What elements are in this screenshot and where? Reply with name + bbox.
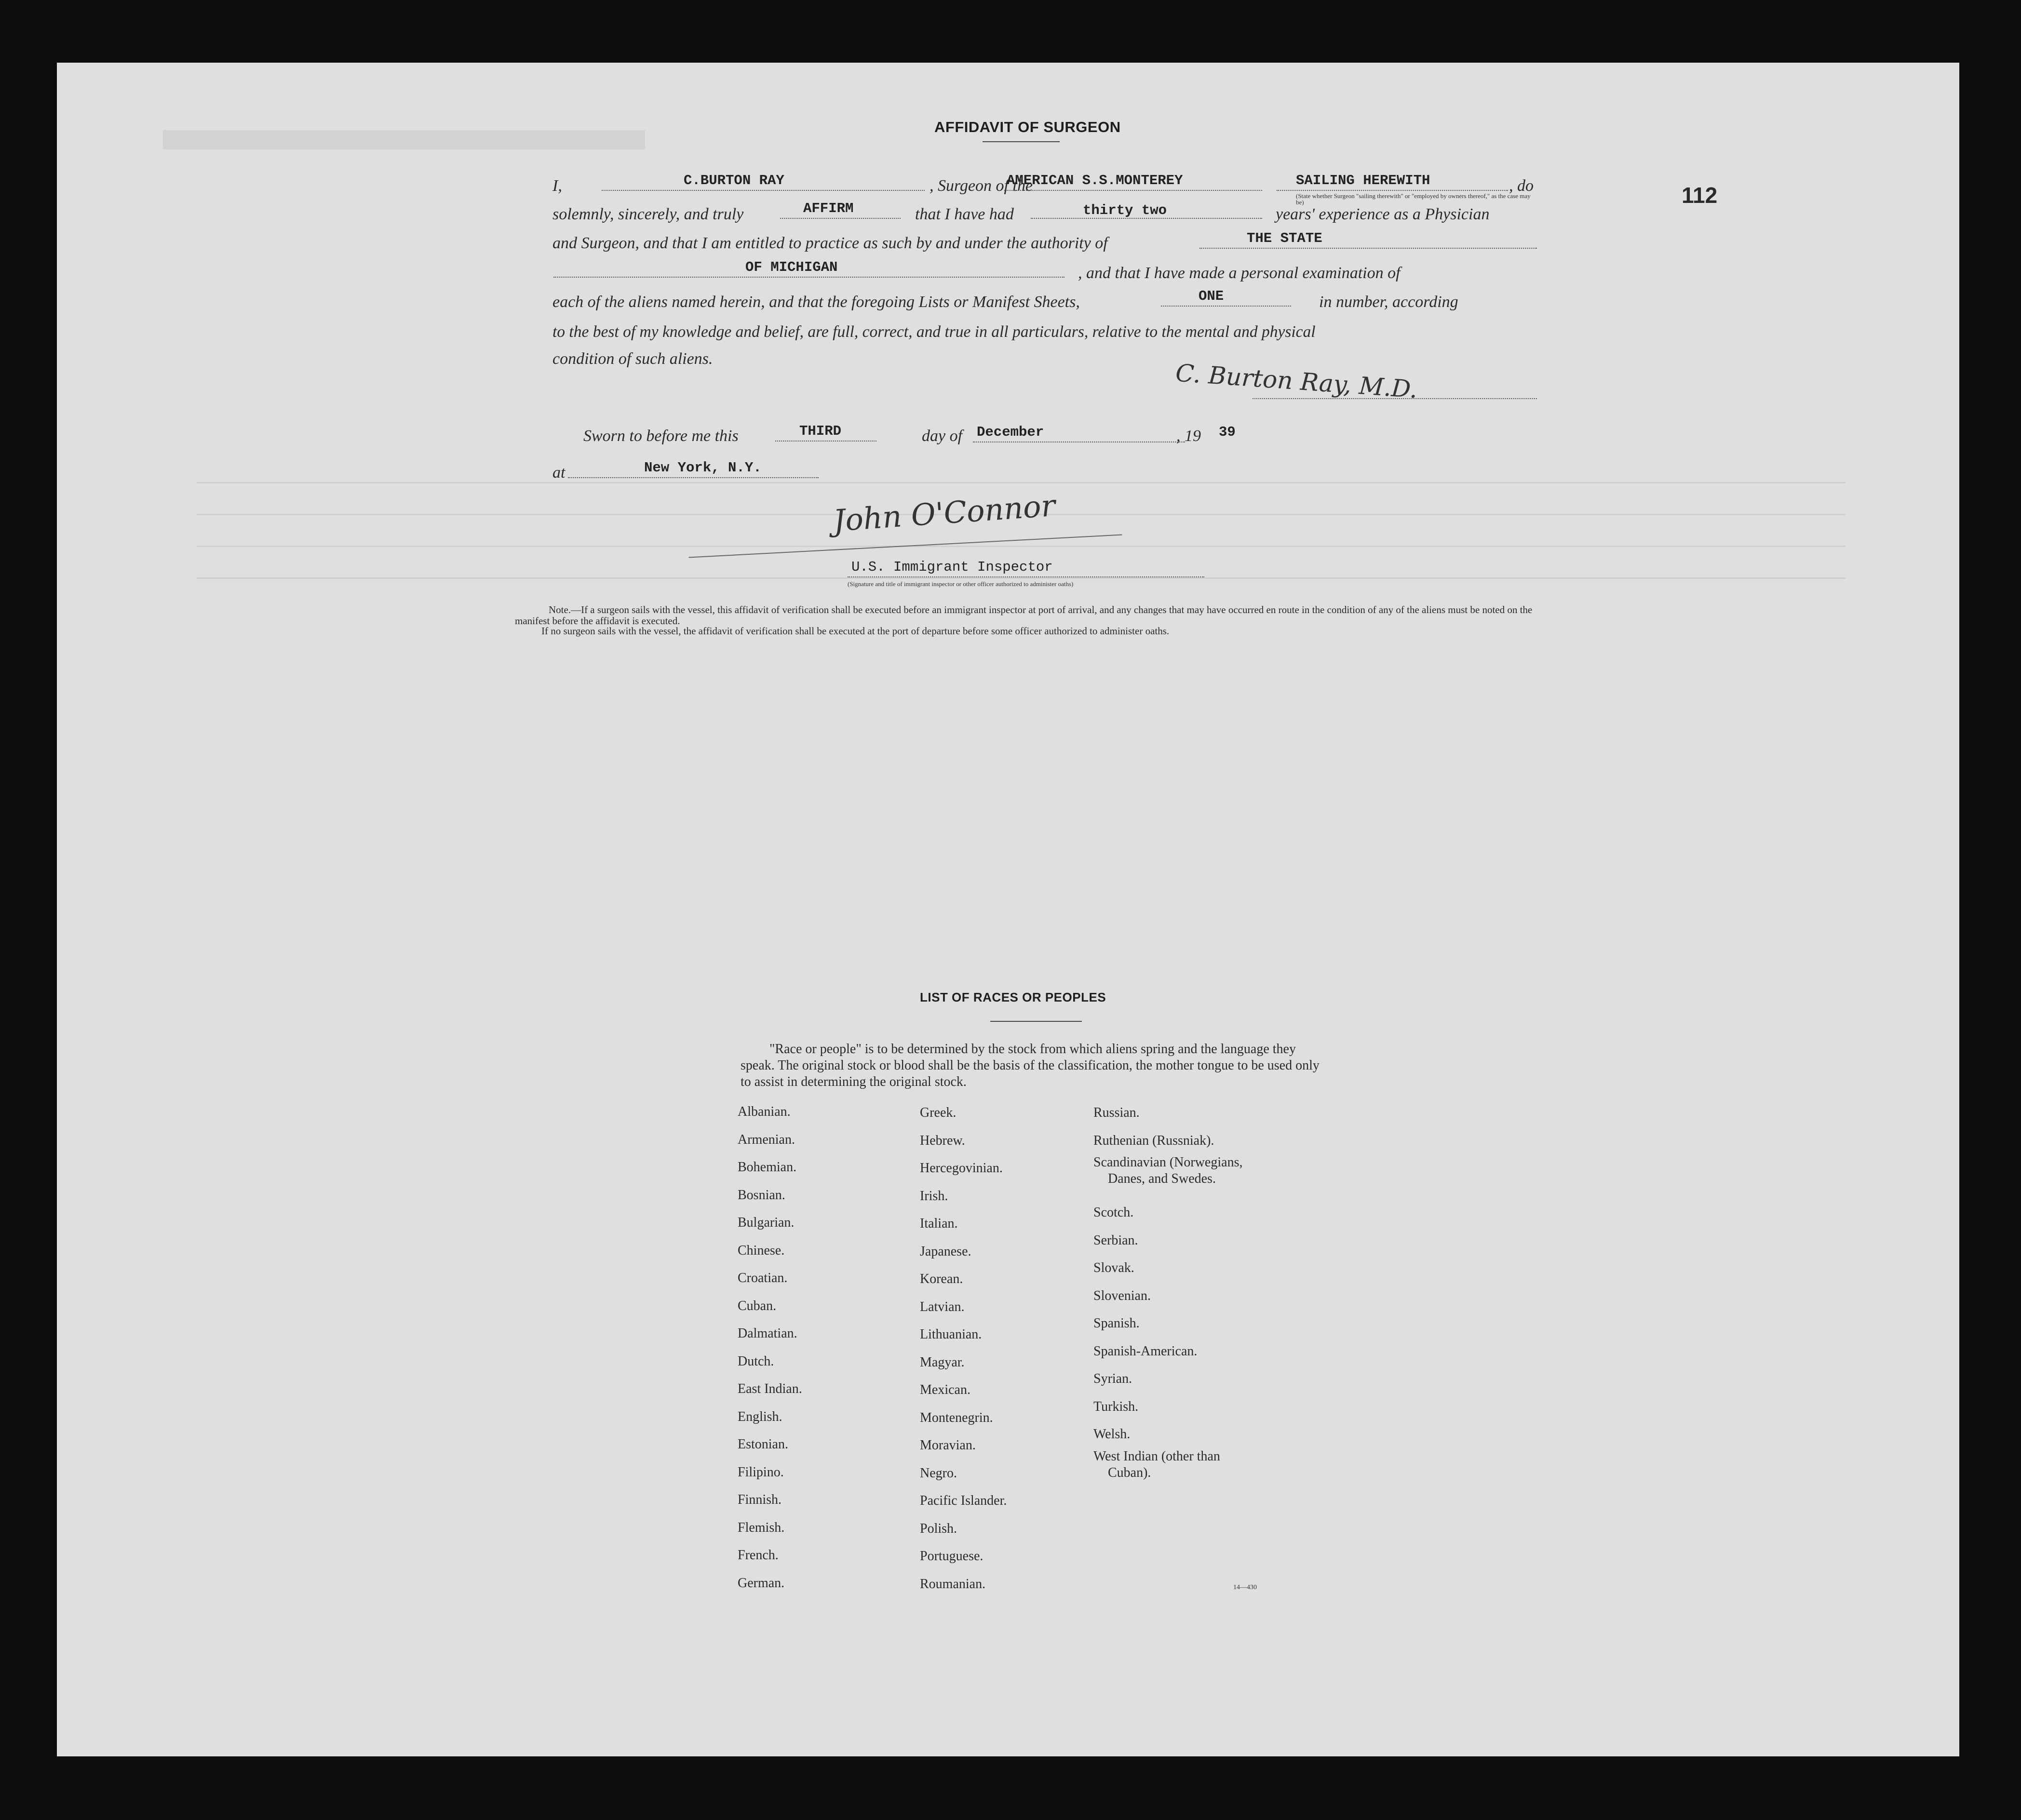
- races-title-rule: [990, 1021, 1082, 1022]
- inspector-caption: (Signature and title of immigrant inspector or other officer authorized to administer oaths): [848, 580, 1074, 588]
- race-item: Bosnian.: [738, 1187, 785, 1203]
- race-item: Latvian.: [920, 1299, 965, 1314]
- affidavit-note-1: Note.—If a surgeon sails with the vessel, this affidavit of verification shall be executed before an immigrant inspector at port of arrival, and any changes that may have occurred en route in the condition of any of the aliens must be noted on the manifest before the affidavit is executed.: [515, 604, 1533, 627]
- authority-line-2: OF MICHIGAN: [745, 259, 838, 275]
- race-item: Flemish.: [738, 1520, 785, 1535]
- document-page: [57, 63, 1959, 1756]
- race-item: German.: [738, 1575, 785, 1591]
- surgeon-status: SAILING HEREWITH: [1296, 173, 1430, 188]
- sworn-month: December: [977, 424, 1044, 440]
- race-item: Ruthenian (Russniak).: [1093, 1133, 1214, 1148]
- races-column-3: [1093, 1099, 1242, 1481]
- races-column-2: [920, 1099, 1007, 1598]
- race-item: Japanese.: [920, 1244, 971, 1259]
- race-item: Hercegovinian.: [920, 1161, 1003, 1176]
- word-i: I,: [552, 177, 562, 195]
- authority-line-1-rule: [1199, 248, 1537, 249]
- race-item: Estonian.: [738, 1437, 788, 1452]
- race-item: Russian.: [1093, 1105, 1140, 1120]
- form-code: 14—430: [1233, 1584, 1257, 1591]
- race-item: West Indian (other than: [1093, 1448, 1220, 1464]
- races-intro: "Race or people" is to be determined by the stock from which aliens spring and the language they speak. The original stock or blood shall be the basis of the classification, the mother tongue to be used only to assist in determining the original stock.: [741, 1042, 1320, 1089]
- manifest-sheet-count: ONE: [1199, 288, 1224, 304]
- inspector-signature: John O'Connor: [832, 488, 1057, 538]
- page-number: 112: [1682, 183, 1718, 208]
- word-year-prefix: , 19: [1176, 427, 1201, 445]
- status-line: [1277, 190, 1508, 191]
- race-item: Pacific Islander.: [920, 1493, 1007, 1508]
- race-item: Spanish.: [1093, 1316, 1140, 1331]
- race-item: Albanian.: [738, 1104, 791, 1119]
- race-item: Moravian.: [920, 1438, 976, 1453]
- years-experience: thirty two: [1083, 202, 1167, 218]
- race-item: Slovak.: [1093, 1260, 1134, 1275]
- sworn-place-line: [568, 477, 819, 478]
- race-item: Polish.: [920, 1521, 957, 1536]
- race-item: Negro.: [920, 1465, 957, 1481]
- inspector-title: U.S. Immigrant Inspector: [851, 559, 1053, 575]
- races-title: LIST OF RACES OR PEOPLES: [920, 990, 1106, 1004]
- surgeon-signature-line: [1253, 398, 1537, 399]
- race-item: Hebrew.: [920, 1133, 965, 1148]
- race-item: Bulgarian.: [738, 1215, 795, 1230]
- word-personal-exam: , and that I have made a personal examination of: [1078, 264, 1401, 282]
- race-item: Serbian.: [1093, 1232, 1138, 1248]
- word-and-surgeon: and Surgeon, and that I am entitled to practice as such by and under the authority of: [552, 234, 1108, 252]
- word-condition: condition of such aliens.: [552, 350, 713, 368]
- word-in-number: in number, according: [1319, 293, 1458, 311]
- race-item: Scandinavian (Norwegians,: [1093, 1155, 1243, 1170]
- race-item: Scotch.: [1093, 1205, 1134, 1220]
- race-item: Croatian.: [738, 1271, 788, 1285]
- word-sworn: Sworn to before me this: [583, 427, 739, 445]
- surgeon-name: C.BURTON RAY: [684, 173, 784, 188]
- status-note: (State whether Surgeon "sailing therewith" or "employed by owners thereof," as the case may be): [1296, 192, 1531, 206]
- race-item: Irish.: [920, 1188, 948, 1204]
- title-rule: [983, 141, 1060, 142]
- race-item: Cuban.: [738, 1298, 777, 1313]
- affidavit-title: AFFIDAVIT OF SURGEON: [934, 119, 1121, 135]
- race-item: Slovenian.: [1093, 1288, 1151, 1303]
- race-item: Magyar.: [920, 1354, 965, 1370]
- race-item: Dutch.: [738, 1353, 774, 1369]
- race-item: Dalmatian.: [738, 1326, 797, 1341]
- race-item: Chinese.: [738, 1243, 785, 1258]
- word-years-experience: years' experience as a Physician: [1276, 205, 1490, 223]
- oath-type: AFFIRM: [803, 201, 854, 216]
- race-item: Roumanian.: [920, 1576, 986, 1592]
- race-item: East Indian.: [738, 1381, 802, 1396]
- surgeon-name-line: [602, 190, 925, 191]
- race-item: Greek.: [920, 1105, 957, 1120]
- race-item: Lithuanian.: [920, 1327, 982, 1342]
- word-that-i-have-had: that I have had: [915, 205, 1014, 223]
- race-item: Armenian.: [738, 1132, 795, 1147]
- oath-line: [780, 218, 901, 219]
- race-item: Syrian.: [1093, 1371, 1132, 1386]
- races-column-1: [738, 1098, 802, 1597]
- race-item: Danes, and Swedes.: [1108, 1171, 1216, 1186]
- word-at: at: [552, 464, 566, 482]
- race-item: Cuban).: [1108, 1465, 1151, 1480]
- affidavit-note-2: If no surgeon sails with the vessel, the affidavit of verification shall be executed at the port of departure before some officer authorized to administer oaths.: [541, 625, 1170, 637]
- word-solemnly: solemnly, sincerely, and truly: [552, 205, 744, 223]
- race-item: Spanish-American.: [1093, 1343, 1198, 1359]
- sworn-day-line: [775, 441, 876, 442]
- sworn-year: 39: [1219, 424, 1236, 440]
- race-item: Turkish.: [1093, 1399, 1139, 1414]
- race-item: Filipino.: [738, 1464, 784, 1480]
- years-line: [1031, 218, 1262, 219]
- word-do: , do: [1509, 177, 1534, 195]
- race-item: Italian.: [920, 1216, 958, 1231]
- word-each-of-aliens: each of the aliens named herein, and that the foregoing Lists or Manifest Sheets,: [552, 293, 1080, 311]
- inspector-line: [848, 576, 1204, 577]
- race-item: Welsh.: [1093, 1427, 1131, 1442]
- race-item: English.: [738, 1409, 782, 1424]
- vessel-line: [1004, 190, 1262, 191]
- race-item: Portuguese.: [920, 1549, 984, 1564]
- word-day-of: day of: [922, 427, 963, 445]
- surgeon-signature: C. Burton Ray, M.D.: [1174, 359, 1419, 404]
- authority-line-2-rule: [553, 277, 1064, 278]
- race-item: Finnish.: [738, 1492, 782, 1507]
- sworn-day: THIRD: [799, 423, 842, 439]
- sworn-place: New York, N.Y.: [644, 460, 762, 476]
- sheets-line: [1161, 306, 1291, 307]
- authority-line-1: THE STATE: [1247, 230, 1322, 246]
- race-item: Bohemian.: [738, 1160, 797, 1175]
- word-surgeon-of: , Surgeon of the: [930, 177, 1033, 195]
- race-item: French.: [738, 1548, 779, 1563]
- race-item: Korean.: [920, 1271, 963, 1286]
- race-item: Montenegrin.: [920, 1410, 993, 1425]
- race-item: Mexican.: [920, 1382, 970, 1397]
- vessel-name: AMERICAN S.S.MONTEREY: [1007, 173, 1183, 188]
- word-best-knowledge: to the best of my knowledge and belief, are full, correct, and true in all particulars, relative to the mental and physical: [552, 323, 1316, 341]
